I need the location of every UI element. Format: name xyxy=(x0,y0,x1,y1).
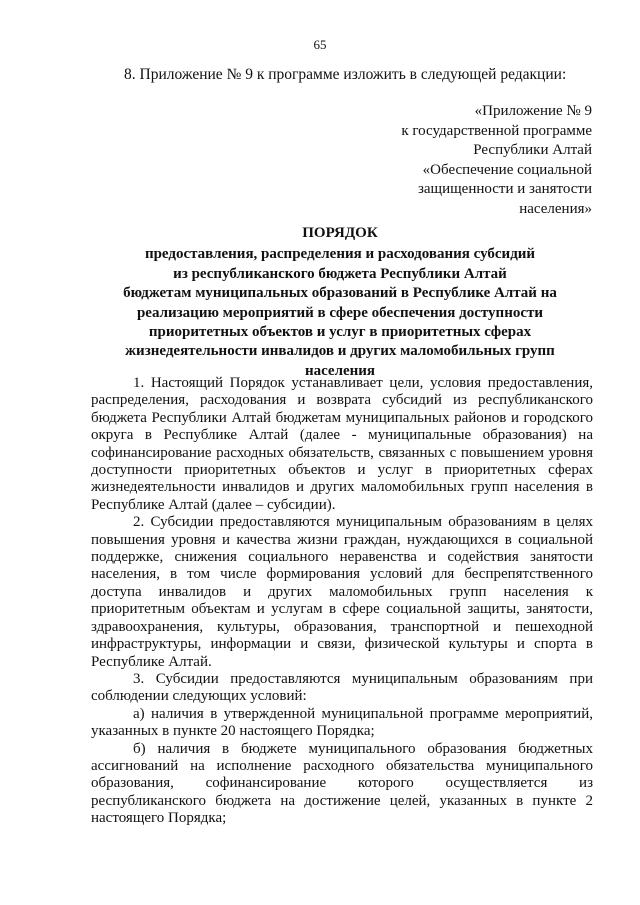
appendix-line: «Приложение № 9 xyxy=(474,103,592,119)
amendment-intro: 8. Приложение № 9 к программе изложить в следующей редакции: xyxy=(124,66,567,83)
paragraph-3: 3. Субсидии предоставляются муниципальным образованиям при соблюдении следующих условий: xyxy=(91,670,593,705)
document-body xyxy=(91,375,593,828)
page-number: 65 xyxy=(313,37,327,52)
appendix-line: населения» xyxy=(519,200,592,217)
appendix-reference xyxy=(401,102,592,220)
appendix-line: Республики Алтай xyxy=(473,142,592,159)
title-subtitle-line: населения xyxy=(304,362,376,379)
appendix-line: защищенности и занятости xyxy=(417,181,592,198)
title-subtitle-line: бюджетам муниципальных образований в Республике Алтай на xyxy=(123,285,557,302)
title-subtitle-line: жизнедеятельности инвалидов и других маломобильных групп xyxy=(125,343,555,360)
appendix-line: к государственной программе xyxy=(401,122,592,139)
paragraph-3b: б) наличия в бюджете муниципального образования бюджетных ассигнований на исполнение расходного обязательства муниципального образования, софинансирование которого осуществляется из республиканского бюджета на достижение целей, указанных в пункте 2 настоящего Порядка; xyxy=(91,740,593,827)
paragraph-2: 2. Субсидии предоставляются муниципальным образованиям в целях повышения уровня и качества жизни граждан, нуждающихся в социальной поддержке, снижения социального неравенства и содействия занятости населения, в том числе формирования условий для беспрепятственного доступа инвалидов и других маломобильных групп населения к приоритетным объектам и услугам в сфере социальной защиты, занятости, здравоохранения, культуры, образования, транспортной и пешеходной инфраструктуры, информации и связи, физической культуры и спорта в Республике Алтай. xyxy=(91,514,593,670)
paragraph-1: 1. Настоящий Порядок устанавливает цели, условия предоставления, распределения, расходования и возврата субсидий из республиканского бюджета Республики Алтай бюджетам муниципальных районов и городского округа в Республике Алтай (далее - муниципальные образования) на софинансирование расходных обязательств, связанных с повышением уровня доступности приоритетных объектов и услуг в приоритетных сферах жизнедеятельности инвалидов и других маломобильных групп населения в Республике Алтай (далее – субсидии). xyxy=(91,375,593,513)
appendix-line: «Обеспечение социальной xyxy=(422,161,592,178)
title-subtitle-line: реализацию мероприятий в сфере обеспечения доступности xyxy=(136,304,544,321)
title-heading: ПОРЯДОК xyxy=(302,225,378,241)
title-subtitle-line: приоритетных объектов и услуг в приоритетных сферах xyxy=(148,324,532,341)
paragraph-3a: а) наличия в утвержденной муниципальной программе мероприятий, указанных в пункте 20 настоящего Порядка; xyxy=(91,705,593,740)
document-title xyxy=(90,224,590,381)
title-subtitle-line: предоставления, распределения и расходования субсидий xyxy=(144,246,536,263)
title-subtitle-line: из республиканского бюджета Республики Алтай xyxy=(173,265,507,282)
